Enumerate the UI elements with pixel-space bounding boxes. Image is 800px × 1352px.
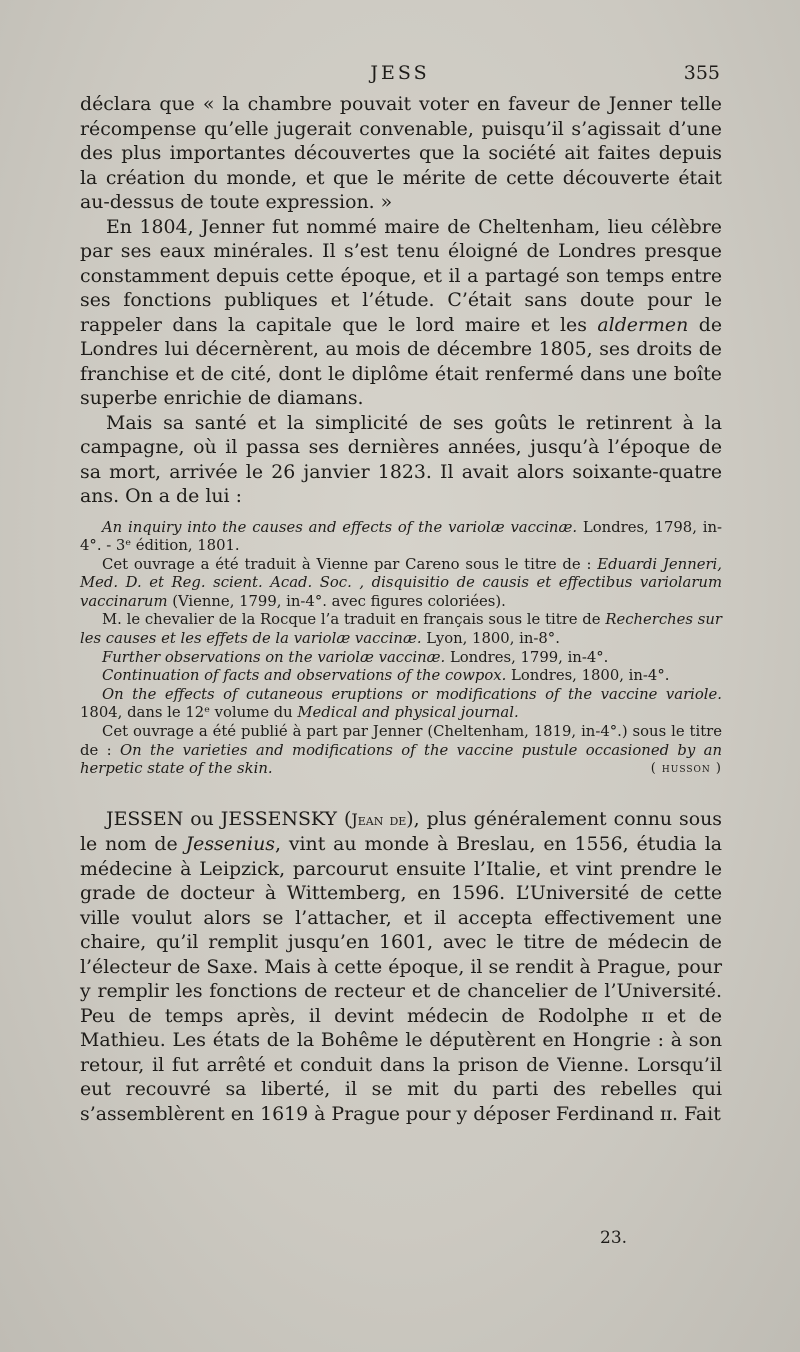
- bibliography-notes: [80, 519, 722, 779]
- page-number: 355: [683, 62, 720, 84]
- note-7: [80, 723, 722, 779]
- signature-mark: 23.: [600, 1228, 628, 1248]
- note-5: [80, 667, 722, 686]
- note-7-text-a: Cet ouvrage a été publié à part par Jenner (Cheltenham, 1819, in-4°.) sous le titre de :: [80, 723, 722, 759]
- paragraph-2-text-a: En 1804, Jenner fut nommé maire de Cheltenham, lieu célèbre par ses eaux minérales. Il s’est tenu éloigné de Londres presque constamment depuis cette époque, et il a partagé son temps entre ses fonctions publiques et l’étude. C’était sans doute pour le rappeler dans la capitale que le lord maire et les: [80, 215, 722, 336]
- note-1: [80, 519, 722, 556]
- entry-name: JESSEN ou JESSENSKY (: [106, 807, 352, 830]
- entry-jessen: [80, 807, 722, 1127]
- note-6-title: On the effects of cutaneous eruptions or modifications of the vaccine variole.: [102, 685, 722, 703]
- entry-latin-name: Jessenius: [185, 833, 275, 856]
- note-2-title: Eduardi Jenneri, Med. D. et Reg. scient. Acad. Soc. , disquisitio de causis et effectibus variolarum vaccinarum: [80, 555, 722, 610]
- aldermen-term: aldermen: [597, 313, 689, 336]
- paragraph-3: Mais sa santé et la simplicité de ses goûts le retinrent à la campagne, où il passa ses dernières années, jusqu’à l’époque de sa mort, arrivée le 26 janvier 1823. Il avait alors soixante-quatre ans. On a de lui :: [80, 411, 722, 507]
- note-4-title: Further observations on the variolæ vaccinæ.: [102, 648, 446, 666]
- note-5-rest: Londres, 1800, in-4°.: [506, 667, 670, 685]
- paragraph-1: déclara que « la chambre pouvait voter en faveur de Jenner telle récompense qu’elle jugerait convenable, puisqu’il s’agissait d’une des plus importantes découvertes que la société ait faites depuis la création du monde, et que le mérite de cette découverte était au-dessus de toute expression. »: [80, 93, 722, 213]
- note-6-journal: Medical and physical journal.: [297, 704, 519, 722]
- note-1-rest: Londres, 1798, in-4°. - 3ᵉ édition, 1801.: [80, 518, 722, 555]
- entry-text-b: , vint au monde à Breslau, en 1556, étudia la médecine à Leipzick, parcourut ensuite l’Italie, et vint prendre le grade de docteur à Wittemberg, en 1596. L’Université de cette ville voulut alors se l’attacher, et il accepta effectivement une chaire, qu’il remplit jusqu’en 1601, avec le titre de médecin de l’électeur de Saxe. Mais à cette époque, il se rendit à Prague, pour y remplir les fonctions de recteur et de chancelier de l’Université. Peu de temps après, il devint médecin de Rodolphe ɪɪ et de Mathieu. Les états de la Bohême le députèrent en Hongrie : à son retour, il fut arrêté et conduit dans la prison de Vienne. Lorsqu’il eut recouvré sa liberté, il se mit du parti des rebelles qui s’assemblèrent en 1619 à Prague pour y déposer Ferdinand ɪɪ. Fait: [80, 833, 722, 1125]
- entry-name-close: ): [406, 807, 414, 830]
- note-2-text-b: (Vienne, 1799, in-4°. avec figures coloriées).: [167, 592, 506, 610]
- note-2: [80, 556, 722, 612]
- note-3-text-a: M. le chevalier de la Rocque l’a traduit en français sous le titre de: [102, 611, 606, 629]
- author-signature: ( husson ): [650, 761, 722, 777]
- entry-first-name: Jean de: [351, 809, 407, 829]
- paragraph-2: [80, 215, 722, 411]
- note-6: [80, 686, 722, 723]
- note-7-title: On the varieties and modifications of the vaccine pustule occasioned by an herpetic state of the skin.: [80, 741, 723, 778]
- running-title: JESS: [370, 62, 430, 84]
- note-6-text-a: 1804, dans le 12ᵉ volume du: [80, 704, 298, 722]
- note-3-text-b: Lyon, 1800, in-8°.: [421, 630, 560, 648]
- note-2-text-a: Cet ouvrage a été traduit à Vienne par Careno sous le titre de :: [102, 555, 598, 573]
- running-head: [80, 62, 720, 90]
- note-3-title: Recherches sur les causes et les effets de la variolæ vaccinæ.: [80, 611, 722, 648]
- note-1-title: An inquiry into the causes and effects of the variolæ vaccinæ.: [102, 518, 578, 536]
- entry-text-a: , plus généralement connu sous le nom de: [80, 807, 722, 856]
- paragraph-2-text-b: de Londres lui décernèrent, au mois de décembre 1805, ses droits de franchise et de cité, dont le diplôme était renfermé dans une boîte superbe enrichie de diamans.: [80, 313, 722, 409]
- page-body: [80, 92, 722, 1126]
- note-3: [80, 611, 722, 648]
- note-4: [80, 649, 722, 668]
- note-4-rest: Londres, 1799, in-4°.: [445, 648, 609, 666]
- note-5-title: Continuation of facts and observations of the cowpox.: [102, 667, 507, 685]
